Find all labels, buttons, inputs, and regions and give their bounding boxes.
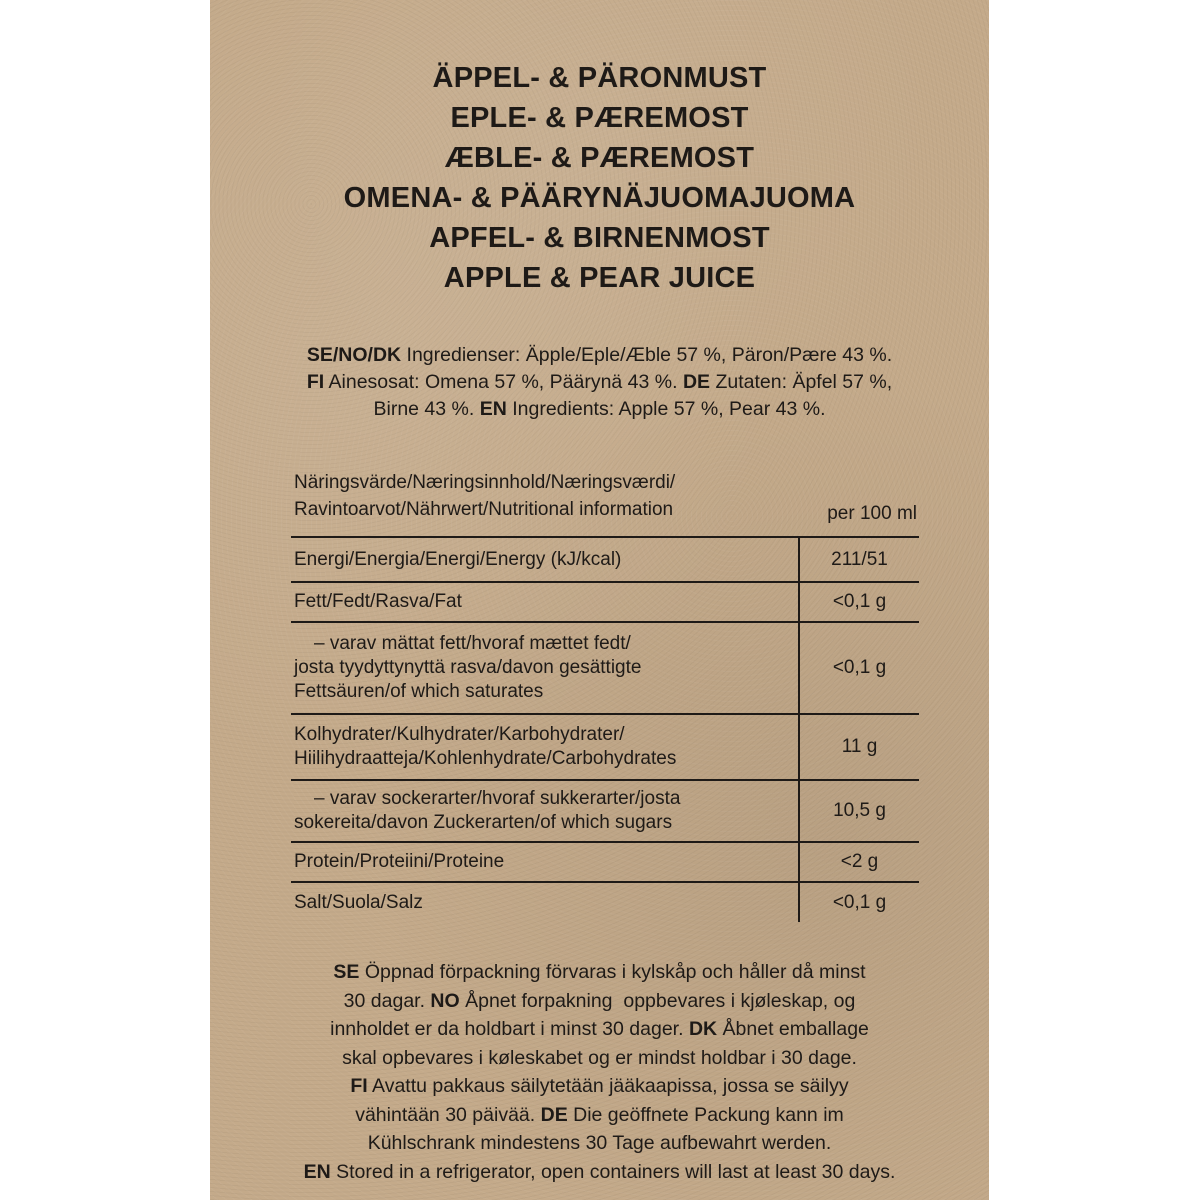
storage-text: innholdet er da holdbart i minst 30 dager. <box>330 1018 689 1040</box>
storage-text: Die geöffnete Packung kann im <box>567 1103 844 1126</box>
nutrient-label-line: josta tyydyttynyttä rasva/davon gesättigte <box>294 657 642 678</box>
nutrient-value: <2 g <box>799 842 919 882</box>
title-de: APFEL- & BIRNENMOST <box>429 222 770 254</box>
storage-instructions <box>210 958 989 1186</box>
nutrient-value: <0,1 g <box>799 582 919 622</box>
nutrition-table <box>291 466 919 922</box>
ingredients-line <box>210 369 989 396</box>
nutrition-unit: per 100 ml <box>827 503 917 524</box>
nutrient-label <box>291 538 799 582</box>
nutrient-label-line: Protein/Proteiini/Proteine <box>294 851 505 872</box>
storage-line <box>210 1072 989 1101</box>
ingredients-line <box>210 396 989 423</box>
table-row <box>291 538 919 582</box>
nutrient-value: <0,1 g <box>832 891 887 913</box>
ingredients-line <box>210 342 989 369</box>
table-row <box>291 582 919 622</box>
lang-code: SE <box>333 961 360 983</box>
nutrient-label-line: Fettsäuren/of which saturates <box>294 681 544 702</box>
storage-text: vähintään 30 päivää. <box>355 1103 541 1126</box>
nutrition-header <box>291 466 919 538</box>
lang-code: DE <box>682 371 711 393</box>
table-row <box>291 622 919 714</box>
nutrient-label-line: sokereita/davon Zuckerarten/of which sugars <box>294 812 673 833</box>
nutrient-value: <0,1 g <box>799 622 919 714</box>
nutrient-value: 211/51 <box>799 538 919 582</box>
lang-code: SE/NO/DK <box>306 344 402 366</box>
storage-line <box>210 1158 989 1187</box>
title-fi: OMENA- & PÄÄRYNÄJUOMAJUOMA <box>343 182 856 214</box>
lang-code: EN <box>303 1160 331 1183</box>
table-row <box>291 882 919 922</box>
storage-line <box>210 987 989 1016</box>
table-row <box>291 714 919 780</box>
lang-code: DE <box>540 1103 568 1126</box>
storage-line <box>210 1015 989 1044</box>
storage-text: 30 dagar. <box>343 989 431 1012</box>
storage-text: Kühlschrank mindestens 30 Tage aufbewahrt werden. <box>367 1132 832 1154</box>
nutrition-rows <box>291 538 919 922</box>
storage-text: Avattu pakkaus säilytetään jääkaapissa, jossa se säilyy <box>367 1075 849 1097</box>
title-dk: ÆBLE- & PÆREMOST <box>444 142 755 174</box>
nutrition-heading-line: Näringsvärde/Næringsinnhold/Næringsværdi/ <box>294 472 676 493</box>
lang-code: NO <box>430 989 460 1012</box>
storage-line <box>210 958 989 987</box>
table-row <box>291 842 919 882</box>
nutrient-label-line: Salt/Suola/Salz <box>294 891 423 913</box>
ingredients-text: Zutaten: Äpfel 57 %, <box>710 371 893 393</box>
ingredients-block <box>210 342 989 423</box>
nutrient-label-line: Kolhydrater/Kulhydrater/Karbohydrater/ <box>294 724 625 745</box>
storage-line <box>210 1129 989 1158</box>
nutrient-label-line: Fett/Fedt/Rasva/Fat <box>294 591 462 612</box>
storage-text: Åbnet emballage <box>717 1018 869 1040</box>
nutrient-label <box>291 714 799 780</box>
title-en: APPLE & PEAR JUICE <box>443 262 756 294</box>
nutrient-label-line: – varav sockerarter/hvoraf sukkerarter/josta <box>314 788 681 809</box>
ingredients-text: Ainesosat: Omena 57 %, Päärynä 43 %. <box>324 371 683 393</box>
storage-line <box>210 1044 989 1073</box>
nutrition-heading <box>294 469 794 523</box>
title-no: EPLE- & PÆREMOST <box>450 102 749 134</box>
lang-code: DK <box>688 1018 718 1040</box>
ingredients-text: Ingredients: Apple 57 %, Pear 43 %. <box>506 398 826 420</box>
nutrient-label-line: Energi/Energia/Energi/Energy (kJ/kcal) <box>294 548 622 570</box>
title-se: ÄPPEL- & PÄRONMUST <box>432 62 767 94</box>
lang-code: FI <box>306 371 325 393</box>
product-titles <box>210 58 989 298</box>
lang-code: FI <box>350 1075 368 1097</box>
nutrient-label <box>291 582 799 622</box>
ingredients-text: Ingredienser: Äpple/Eple/Æble 57 %, Päron/Pære 43 %. <box>401 344 893 366</box>
kraft-label-panel <box>210 0 989 1200</box>
ingredients-text: Birne 43 %. <box>373 398 480 420</box>
nutrition-heading-line: Ravintoarvot/Nährwert/Nutritional information <box>294 499 674 520</box>
nutrient-label <box>291 622 799 714</box>
storage-text: skal opbevares i køleskabet og er mindst holdbar i 30 dage. <box>342 1046 857 1069</box>
lang-code: EN <box>479 398 507 420</box>
nutrient-label <box>291 882 799 922</box>
storage-text: Stored in a refrigerator, open containers will last at least 30 days. <box>330 1160 896 1183</box>
storage-text: Öppnad förpackning förvaras i kylskåp och håller då minst <box>359 961 866 983</box>
table-row <box>291 780 919 842</box>
storage-text: Åpnet forpakning oppbevares i kjøleskap, og <box>459 989 856 1012</box>
nutrient-value: 11 g <box>799 714 919 780</box>
nutrient-value: 10,5 g <box>799 780 919 842</box>
nutrient-label <box>291 842 799 882</box>
nutrient-label <box>291 780 799 842</box>
storage-line <box>210 1101 989 1130</box>
nutrient-label-line: – varav mättat fett/hvoraf mættet fedt/ <box>314 633 631 654</box>
nutrient-label-line: Hiilihydraatteja/Kohlenhydrate/Carbohydrates <box>294 748 677 769</box>
